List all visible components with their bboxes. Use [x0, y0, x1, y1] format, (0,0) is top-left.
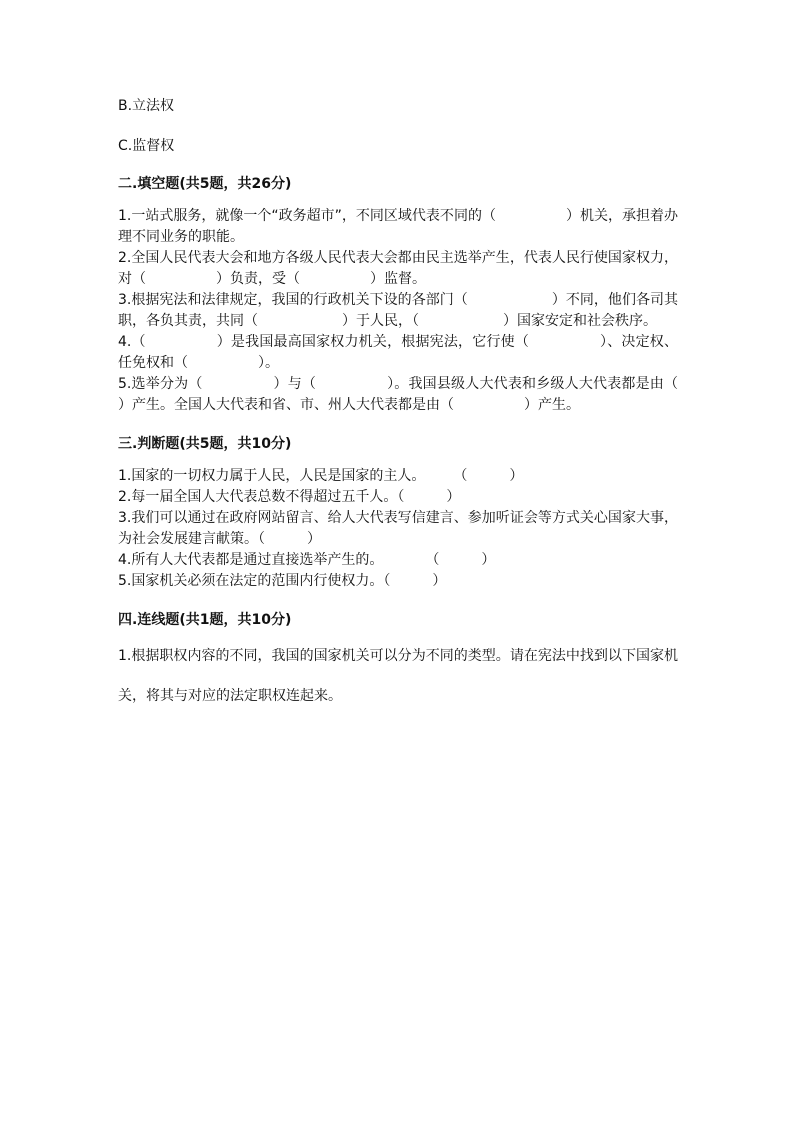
exam-page [118, 92, 748, 716]
judge-question-5: 5.国家机关必须在法定的范围内行使权力。（ ） [118, 573, 447, 589]
judge-question-2: 2.每一届全国人大代表总数不得超过五千人。（ ） [118, 489, 461, 505]
fill-section-title: 二.填空题(共5题，共26分) [118, 176, 292, 192]
judge-question-1: 1.国家的一切权力属于人民，人民是国家的主人。 （ ） [118, 468, 524, 484]
judge-question-list [118, 466, 678, 592]
fill-question-5: 5.选举分为（ ）与（ ）。我国县级人大代表和乡级人大代表都是由（ ）产生。全国人大代表和省、市、州人大代表都是由（ ）产生。 [118, 376, 748, 413]
judge-section-title: 三.判断题(共5题，共10分) [118, 436, 292, 452]
match-question-1: 1.根据职权内容的不同，我国的国家机关可以分为不同的类型。请在宪法中找到以下国家机关，将其与对应的法定职权连起来。 [118, 648, 678, 704]
fill-question-1: 1.一站式服务，就像一个“政务超市”，不同区域代表不同的（ ）机关，承担着办理不同业务的职能。 [118, 208, 678, 245]
match-question-list [118, 636, 678, 716]
match-section-title: 四.连线题(共1题，共10分) [118, 612, 292, 628]
fill-question-list [118, 206, 748, 416]
option-b: B.立法权 [118, 98, 175, 114]
option-c: C.监督权 [118, 138, 175, 154]
fill-question-2: 2.全国人民代表大会和地方各级人民代表大会都由民主选举产生，代表人民行使国家权力，对（ ）负责，受（ ）监督。 [118, 250, 678, 287]
fill-question-4: 4.（ ）是我国最高国家权力机关，根据宪法，它行使（ ）、决定权、任免权和（ ）。 [118, 334, 678, 371]
judge-question-4: 4.所有人大代表都是通过直接选举产生的。 （ ） [118, 552, 496, 568]
judge-question-3: 3.我们可以通过在政府网站留言、给人大代表写信建言、参加听证会等方式关心国家大事，为社会发展建言献策。（ ） [118, 510, 678, 547]
fill-question-3: 3.根据宪法和法律规定，我国的行政机关下设的各部门（ ）不同，他们各司其职，各负其责，共同（ ）于人民，（ ）国家安定和社会秩序。 [118, 292, 678, 329]
